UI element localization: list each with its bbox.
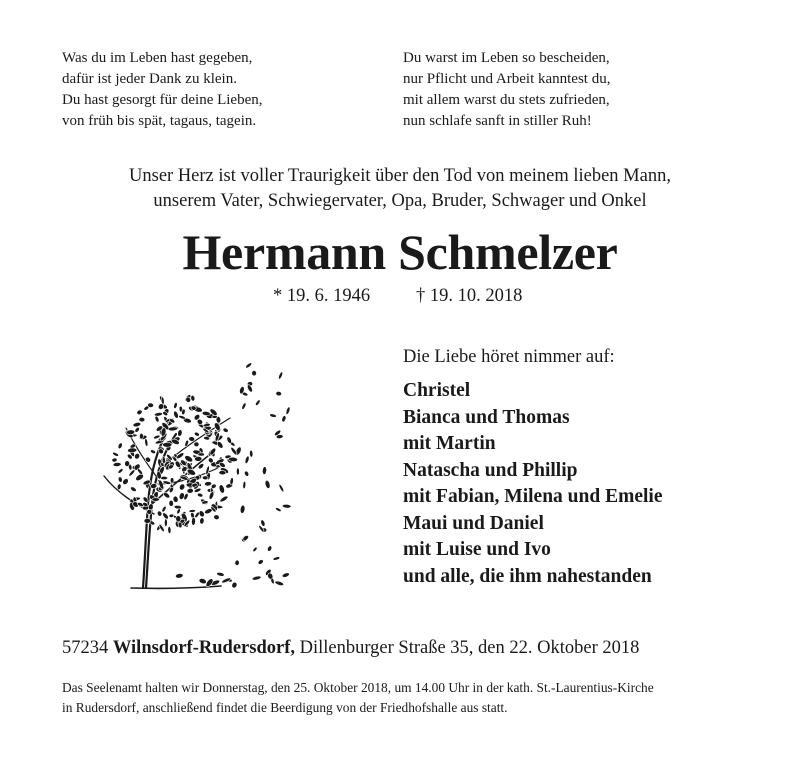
address-line: [62, 636, 639, 660]
wind-blown-tree-icon: [96, 344, 296, 594]
mourner-group: [403, 564, 662, 590]
poem-line: nun schlafe sanft in stiller Ruh!: [403, 113, 592, 129]
poem-line: Du warst im Leben so bescheiden,: [403, 50, 610, 66]
death-date: † 19. 10. 2018: [416, 286, 523, 306]
mourner-line: mit Luise und Ivo: [403, 539, 551, 560]
mourners-list: [403, 378, 662, 591]
poem-left: [62, 48, 263, 132]
intro-line: Unser Herz ist voller Traurigkeit über den Tod von meinem lieben Mann,: [129, 166, 671, 186]
address-town: Wilnsdorf-Rudersdorf,: [112, 638, 295, 658]
mourner-group: [403, 378, 662, 404]
quote: Die Liebe höret nimmer auf:: [403, 347, 615, 367]
mourner-line: Bianca und Thomas: [403, 407, 570, 428]
service-line: Das Seelenamt halten wir Donnerstag, den 25. Oktober 2018, um 14.00 Uhr in der kath. St.-Laurentius-Kirche: [62, 680, 654, 695]
deceased-name: Hermann Schmelzer: [182, 224, 618, 280]
mourner-group: [403, 405, 662, 457]
mourner-group: [403, 511, 662, 563]
mourner-line: Christel: [403, 380, 471, 401]
mourner-line: Maui und Daniel: [403, 513, 544, 534]
address-zip: 57234: [62, 638, 109, 658]
poem-line: nur Pflicht und Arbeit kanntest du,: [403, 71, 611, 87]
poem-right: [403, 48, 610, 132]
poem-line: von früh bis spät, tagaus, tagein.: [62, 113, 257, 129]
mourner-line: Natascha und Phillip: [403, 460, 578, 481]
poem-line: Du hast gesorgt für deine Lieben,: [62, 92, 263, 108]
mourner-line: und alle, die ihm nahestanden: [403, 566, 652, 587]
service-line: in Rudersdorf, anschließend findet die Beerdigung von der Friedhofshalle aus statt.: [62, 700, 508, 715]
poem-line: mit allem warst du stets zufrieden,: [403, 92, 610, 108]
address-street-date: Dillenburger Straße 35, den 22. Oktober 2018: [299, 638, 640, 658]
mourner-line: mit Fabian, Milena und Emelie: [403, 486, 663, 507]
intro-text: [0, 164, 800, 214]
poem-line: dafür ist jeder Dank zu klein.: [62, 71, 237, 87]
poem-line: Was du im Leben hast gegeben,: [62, 50, 253, 66]
intro-line: unserem Vater, Schwiegervater, Opa, Bruder, Schwager und Onkel: [153, 191, 647, 211]
service-info: [62, 678, 762, 718]
birth-date: * 19. 6. 1946: [273, 286, 371, 306]
mourner-line: mit Martin: [403, 433, 496, 454]
mourner-group: [403, 458, 662, 510]
